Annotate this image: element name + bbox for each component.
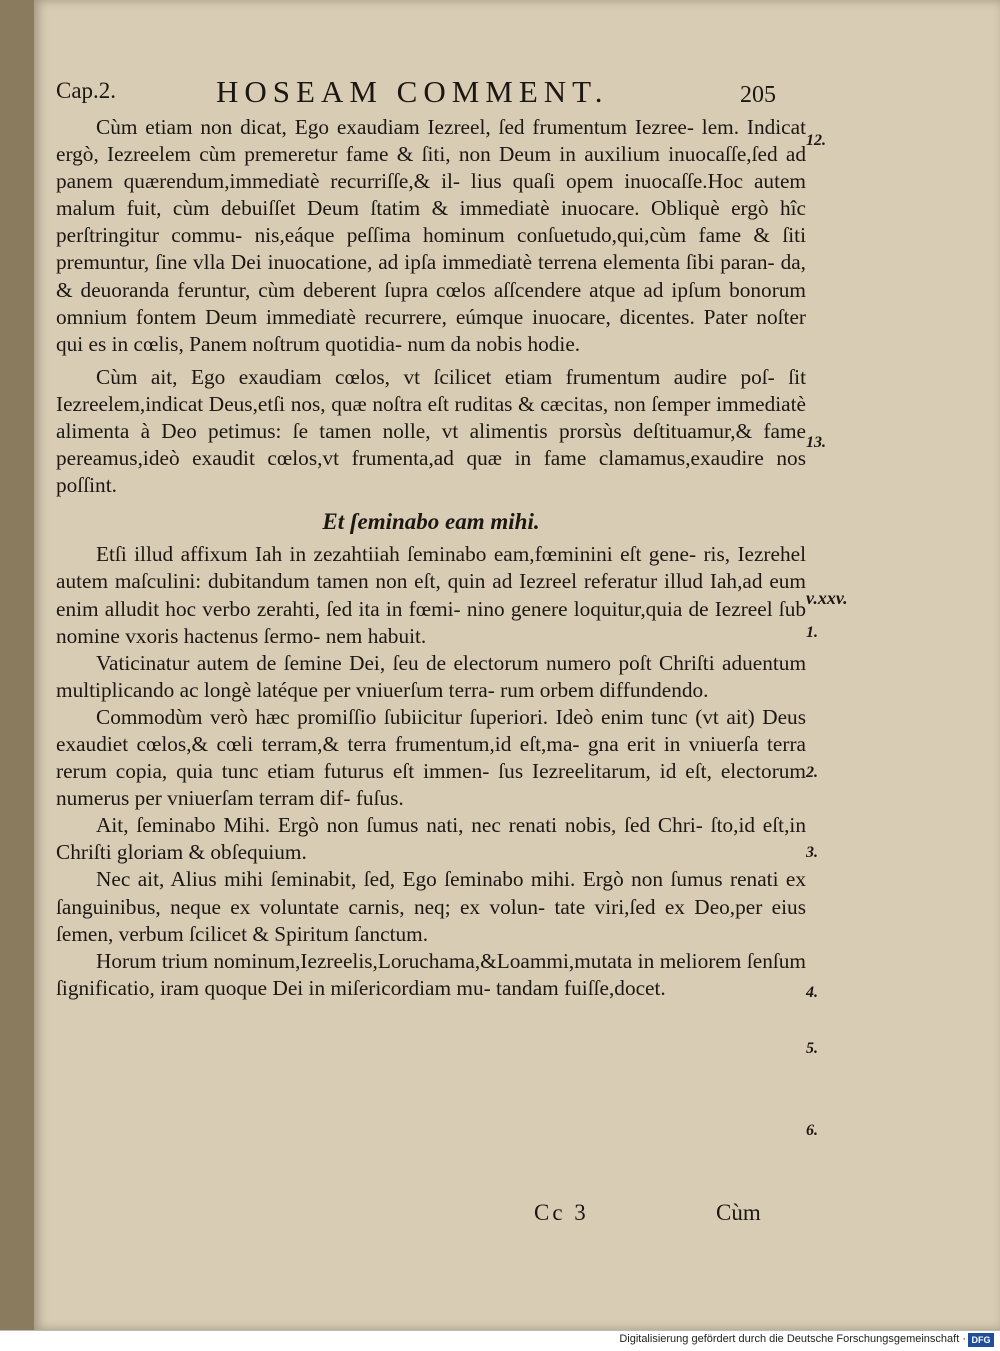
text-line: nem habuit. bbox=[325, 623, 427, 648]
text-line: ipſum bonorum omnium fontem Deum immediatè recurrere, eúmque bbox=[56, 277, 806, 329]
paragraph bbox=[56, 704, 806, 812]
page-foot bbox=[56, 1200, 806, 1230]
margin-note: v.xxv. bbox=[806, 588, 848, 608]
paragraph bbox=[56, 364, 806, 499]
text-line: ſto,id eſt,in Chriſti gloriam & obſequium. bbox=[56, 813, 806, 865]
text-line: Vaticinatur autem de ſemine Dei, ſeu de electorum numero poſt bbox=[96, 650, 652, 675]
text-line: meliorem ſenſum ſignificatio, iram quoque Dei in miſericordiam mu- bbox=[56, 948, 806, 1000]
text-line: inuocare, dicentes. Pater noſter qui es in cœlis, Panem noſtrum quotidia- bbox=[56, 304, 806, 356]
margin-note: 2. bbox=[806, 764, 818, 781]
paragraph bbox=[56, 541, 806, 649]
margin-note: 4. bbox=[806, 984, 818, 1001]
margin-note: 3. bbox=[806, 844, 818, 861]
paragraph bbox=[56, 114, 806, 358]
text-line: num da nobis hodie. bbox=[407, 331, 581, 356]
text-line: ſus Iezreelitarum, id eſt, electorum numerus per vniuerſam terram dif- bbox=[56, 759, 806, 811]
text-line: tate viri,ſed ex Deo,per eius ſemen, verbum ſcilicet & Spiritum ſanctum. bbox=[56, 894, 806, 946]
running-title: HOSEAM COMMENT. bbox=[216, 74, 609, 109]
text-line: prorsùs deſtituamur,& fame pereamus,ideò exaudit cœlos,vt frumenta,ad bbox=[56, 419, 806, 471]
text-line: Cùm ait, Ego exaudiam cœlos, vt ſcilicet etiam frumentum audire poſ- bbox=[96, 364, 775, 389]
text-line: ſumus renati ex ſanguinibus, neque ex voluntate carnis, neq; ex volun- bbox=[56, 867, 806, 919]
catchword: Cùm bbox=[716, 1200, 761, 1225]
text-line: Ait, ſeminabo Mihi. Ergò non ſumus nati, nec renati nobis, ſed Chri- bbox=[96, 813, 703, 838]
text-line: ſtatim & immediatè inuocare. Obliquè ergò hîc perſtringitur commu- bbox=[56, 196, 807, 248]
text-line: lius quaſi opem inuocaſſe.Hoc autem malum fuit, cùm debuiſſet Deum bbox=[56, 169, 807, 221]
paragraph bbox=[56, 948, 806, 1002]
funding-notice: Digitalisierung gefördert durch die Deutsche Forschungsgemeinschaft · bbox=[619, 1333, 966, 1345]
text-line: (vt ait) Deus exaudiet cœlos,& cœli terram,& terra frumentum,id eſt,ma- bbox=[56, 704, 806, 756]
running-header bbox=[56, 74, 796, 114]
text-line: ſemper immediatè alimenta à Deo petimus: ſe tamen nolle, vt alimentis bbox=[56, 391, 807, 444]
chapter-label: Cap.2. bbox=[56, 78, 117, 103]
text-line: ſit Iezreelem,indicat Deus,etſi nos, quæ noſtra eſt ruditas & cæcitas, non bbox=[56, 364, 806, 416]
margin-note: 12. bbox=[806, 132, 826, 149]
text-line: Nec ait, Alius mihi ſeminabit, ſed, Ego ſeminabo mihi. Ergò non bbox=[96, 867, 664, 892]
margin-note: 13. bbox=[806, 434, 826, 451]
text-line: nis,eáque peſſima hominum conſuetudo,qui,cùm fame & ſiti premuntur, bbox=[56, 223, 806, 275]
book-binding-edge bbox=[0, 0, 37, 1330]
text-line: auxilium inuocaſſe,ſed ad panem quærendum,immediatè recurriſſe,& il- bbox=[56, 142, 806, 194]
text-line: Cùm etiam non dicat, Ego exaudiam Iezreel, ſed frumentum Iezree- bbox=[96, 115, 694, 139]
text-line: nino genere loquitur,quia de Iezreel ſub nomine vxoris hactenus ſermo- bbox=[56, 596, 806, 648]
text-line: quæ in fame clamamus,exaudire nos poſſint. bbox=[56, 446, 806, 498]
paragraph bbox=[56, 650, 806, 704]
text-line: ris, Iezrehel autem maſculini: dubitandum tamen non eſt, quin ad Iezreel bbox=[56, 542, 806, 594]
margin-note: 6. bbox=[806, 1122, 818, 1139]
margin-note: 1. bbox=[806, 624, 818, 641]
text-line: Etſi illud affixum Iah in zezahtiiah ſeminabo eam,fœminini eſt gene- bbox=[96, 542, 697, 567]
text-line: lem. Indicat ergò, Iezreelem cùm premeretur fame & ſiti, non Deum in bbox=[56, 115, 807, 167]
page-text bbox=[56, 114, 806, 1002]
dfg-logo-icon: DFG bbox=[968, 1333, 994, 1347]
text-line: gna erit in vniuerſa terra rerum copia, quia tunc etiam futurus eſt immen- bbox=[56, 731, 806, 784]
paragraph bbox=[56, 812, 806, 866]
text-line: Commodùm verò hæc promiſſio ſubiicitur ſuperiori. Ideò enim tunc bbox=[96, 704, 688, 729]
text-line: tandam fuiſſe,docet. bbox=[496, 975, 666, 1000]
section-title: Et ſeminabo eam mihi. bbox=[322, 509, 540, 535]
margin-note: 5. bbox=[806, 1040, 818, 1057]
page-number: 205 bbox=[740, 82, 776, 108]
text-line: da, & deuoranda feruntur, cùm deberent ſupra cœlos aſſcendere atque ad bbox=[56, 250, 806, 302]
paragraph bbox=[56, 866, 806, 947]
text-line: fuſus. bbox=[355, 786, 404, 811]
text-line: ſine vlla Dei inuocatione, ad ipſa immediatè terrena elementa ſibi paran- bbox=[155, 250, 775, 275]
signature-mark: Cc 3 bbox=[534, 1200, 589, 1225]
text-line: referatur illud Iah,ad eum enim alludit hoc verbo zerahti, ſed ita in fœmi- bbox=[56, 569, 806, 621]
text-line: rum orbem diffundendo. bbox=[500, 677, 709, 702]
digitization-footer bbox=[0, 1330, 1000, 1351]
text-line: Chriſti aduentum multiplicando ac longè latéque per vniuerſum terra- bbox=[56, 650, 807, 702]
text-line: Horum trium nominum,Iezreelis,Loruchama,&Loammi,mutata in bbox=[96, 948, 655, 973]
